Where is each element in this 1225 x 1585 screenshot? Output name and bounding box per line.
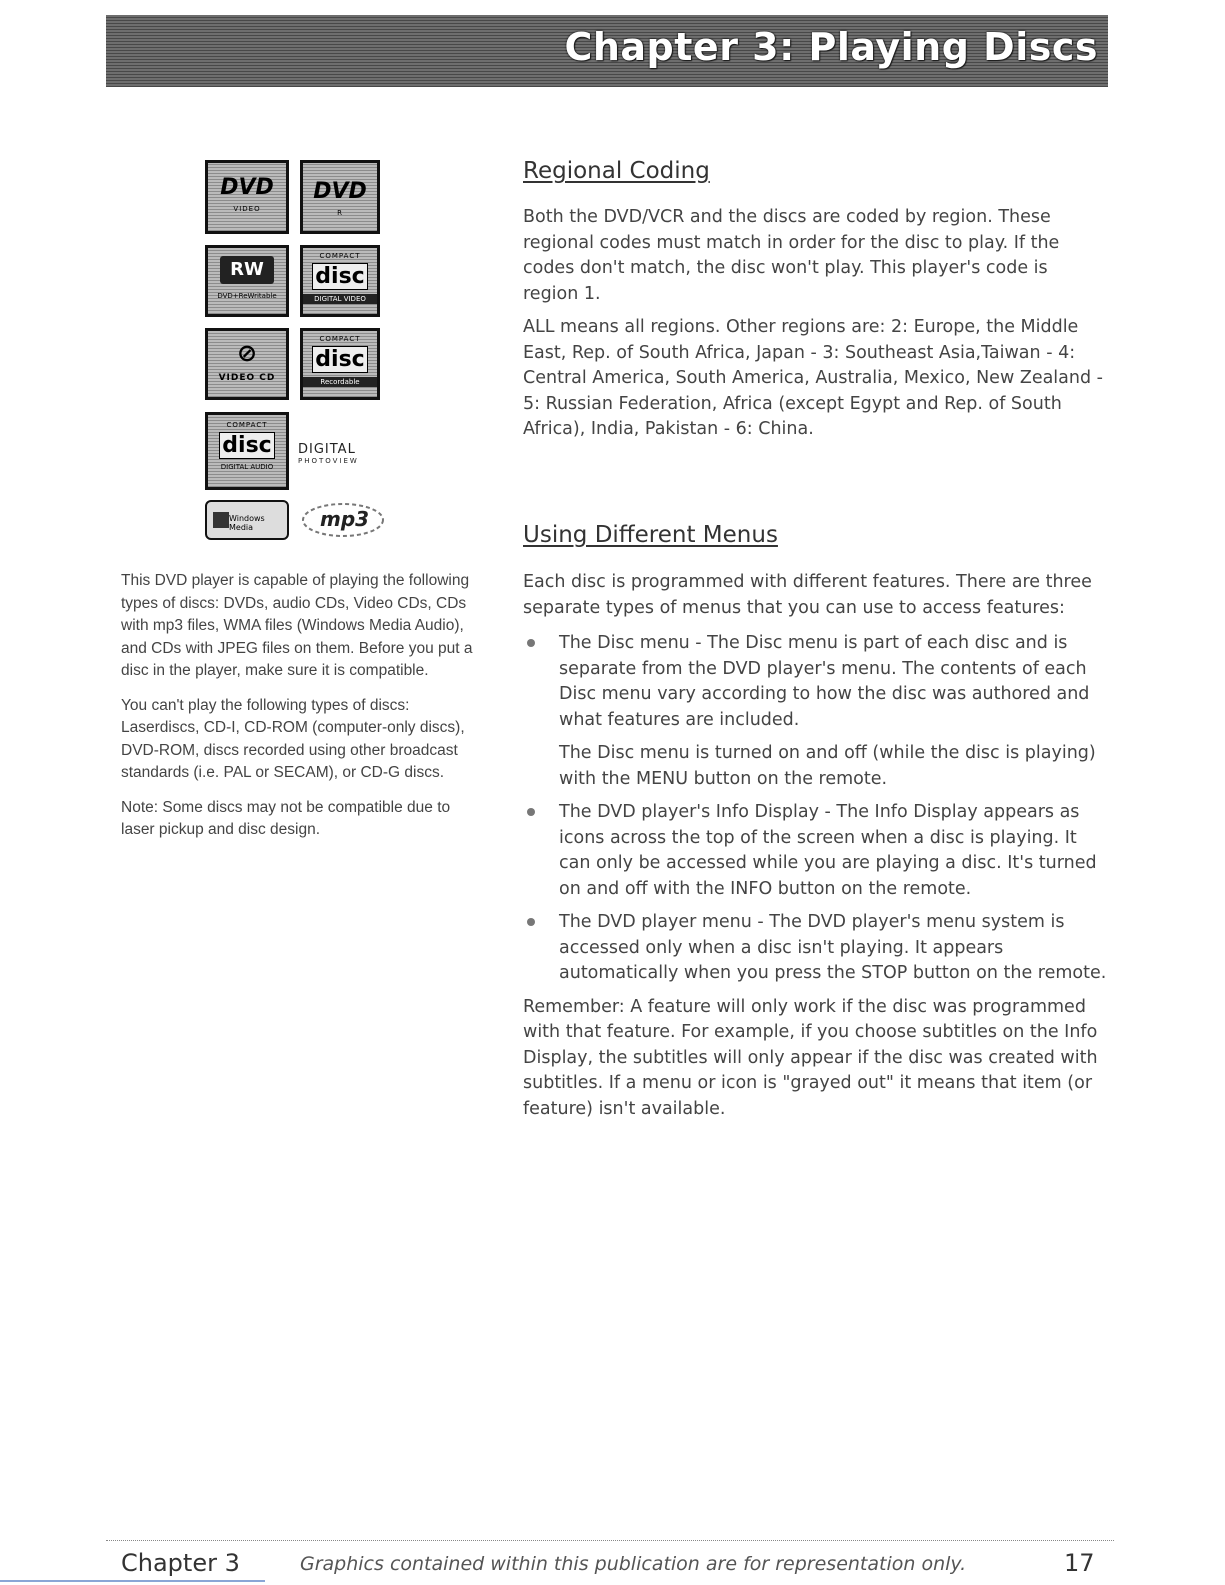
dvd-r-logo-main: DVD	[313, 179, 367, 204]
digital-photoview-sub: PHOTOVIEW	[298, 457, 359, 465]
compatible-discs-text	[121, 570, 481, 854]
regional-paragraph: Both the DVD/VCR and the discs are coded by region. These regional codes must match in order for the disc to play. If the codes don't match, the disc won't play. This player's code is region 1.	[523, 207, 1060, 304]
using-menus-heading: Using Different Menus	[523, 522, 778, 548]
compact-disc-recordable-top: COMPACT	[319, 335, 361, 343]
video-cd-logo	[205, 328, 289, 400]
regional-paragraph: ALL means all regions. Other regions are: 2: Europe, the Middle East, Rep. of South Africa, Japan - 3: Southeast Asia,Taiwan - 4: Central America, South America, Australia, Mexico, New Zealand - 5: Russian Federation, Africa (except Egypt and Rep. of South Africa), India, Pakistan - 6: China.	[523, 317, 1103, 439]
chapter-header-bar	[106, 15, 1108, 87]
video-cd-disc-mark: ⊘	[236, 339, 258, 367]
left-paragraph: You can't play the following types of discs: Laserdiscs, CD-I, CD-ROM (computer-only discs), DVD-ROM, discs recorded using other broadcast standards (i.e. PAL or SECAM), or CD-G discs.	[121, 696, 465, 781]
bullet-text: The Disc menu - The Disc menu is part of each disc and is separate from the DVD player's menu. The contents of each Disc menu vary according to how the disc was authored and what features are included.	[559, 633, 1090, 730]
list-item	[523, 800, 1108, 902]
compact-disc-audio-logo	[205, 412, 289, 490]
left-paragraph: This DVD player is capable of playing the following types of discs: DVDs, audio CDs, Video CDs, CDs with mp3 files, WMA files (Windows Media Audio), and CDs with JPEG files on them. Before you put a disc in the player, make sure it is compatible.	[121, 572, 473, 679]
bullet-text: The Disc menu is turned on and off (while the disc is playing) with the MENU button on the remote.	[559, 743, 1096, 789]
digital-photoview-main: DIGITAL	[298, 442, 356, 457]
windows-flag-icon	[213, 512, 229, 528]
mp3-logo	[298, 500, 388, 540]
left-paragraph: Note: Some discs may not be compatible due to laser pickup and disc design.	[121, 798, 451, 838]
menu-types-list	[523, 631, 1108, 987]
regional-coding-text	[523, 205, 1108, 451]
compact-disc-recordable-sub: Recordable	[303, 377, 377, 387]
bullet-icon	[527, 808, 535, 816]
chapter-title: Chapter 3: Playing Discs	[564, 25, 1098, 69]
footer-disclaimer: Graphics contained within this publication are for representation only.	[300, 1553, 967, 1575]
menus-intro: Each disc is programmed with different features. There are three separate types of menus that you can use to access features:	[523, 572, 1092, 618]
windows-media-logo	[205, 500, 289, 540]
compact-disc-audio-main: disc	[219, 432, 274, 459]
dvd-r-logo-sub: R	[337, 209, 343, 217]
compact-disc-recordable-logo	[300, 328, 380, 400]
windows-media-logo-main: Windows Media	[229, 514, 265, 532]
page-number: 17	[1064, 1549, 1095, 1577]
dvd-video-logo-sub: VIDEO	[233, 205, 261, 213]
compact-disc-video-sub: DIGITAL VIDEO	[303, 294, 377, 304]
bullet-icon	[527, 639, 535, 647]
dvd-video-logo-main: DVD	[220, 175, 274, 200]
dvd-video-logo	[205, 160, 289, 234]
dvd-rw-logo	[205, 245, 289, 317]
compact-disc-recordable-main: disc	[312, 346, 367, 373]
list-item	[523, 631, 1108, 792]
footer-accent-line	[0, 1580, 265, 1582]
list-item	[523, 910, 1108, 987]
remember-note: Remember: A feature will only work if the disc was programmed with that feature. For example, if you choose subtitles on the Info Display, the subtitles will only appear if the disc was created with subtitles. If a menu or icon is "grayed out" it means that item (or feature) isn't available.	[523, 996, 1098, 1119]
compact-disc-video-top: COMPACT	[319, 252, 361, 260]
bullet-text: The DVD player menu - The DVD player's menu system is accessed only when a disc isn't playing. It appears automatically when you press the STOP button on the remote.	[559, 912, 1107, 983]
compact-disc-audio-top: COMPACT	[226, 421, 268, 429]
mp3-logo-main: mp3	[320, 507, 370, 531]
using-menus-text	[523, 570, 1108, 1130]
digital-photoview-logo	[298, 442, 388, 465]
dvd-r-logo	[300, 160, 380, 234]
dvd-rw-logo-main: RW	[220, 256, 274, 284]
regional-coding-heading: Regional Coding	[523, 158, 710, 184]
compact-disc-video-main: disc	[312, 263, 367, 290]
footer-chapter-label: Chapter 3	[121, 1549, 240, 1577]
bullet-icon	[527, 918, 535, 926]
compact-disc-video-logo	[300, 245, 380, 317]
footer-divider	[106, 1540, 1114, 1541]
bullet-text: The DVD player's Info Display - The Info Display appears as icons across the top of the screen when a disc is playing. It can only be accessed while you are playing a disc. It's turned on and off with the INFO button on the remote.	[559, 802, 1097, 899]
video-cd-logo-main: VIDEO CD	[218, 373, 276, 383]
compact-disc-audio-sub: DIGITAL AUDIO	[220, 463, 274, 471]
dvd-rw-logo-sub: DVD+ReWritable	[217, 292, 277, 300]
disc-logos	[200, 160, 490, 560]
